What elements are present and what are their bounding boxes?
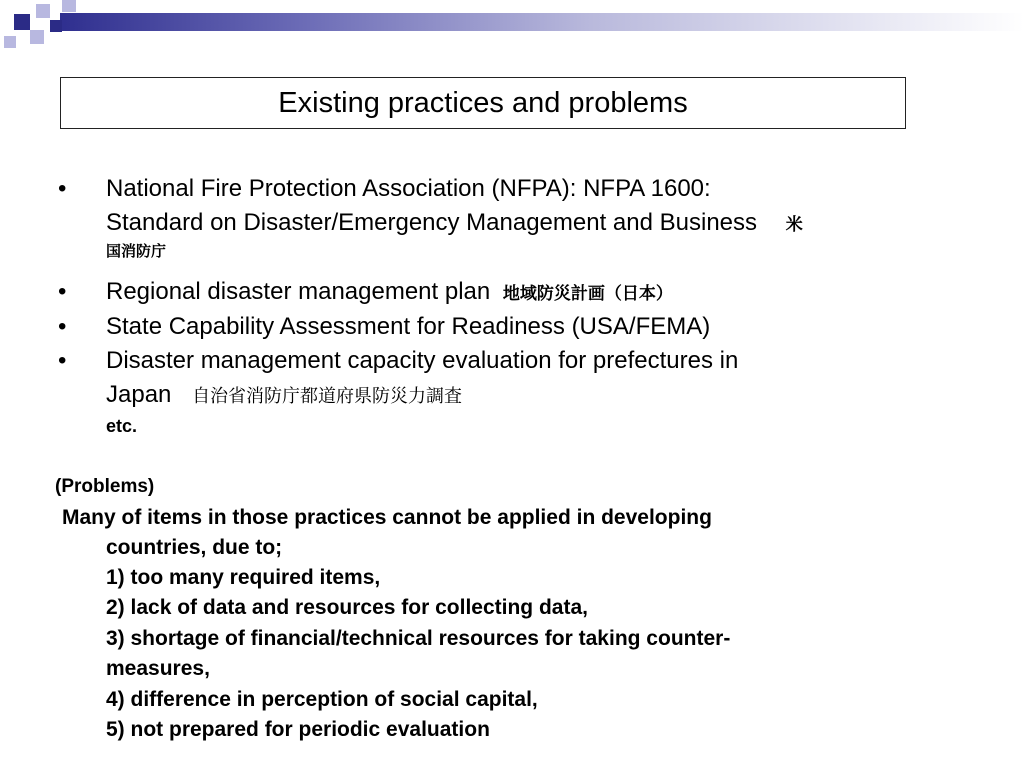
banner-square-icon xyxy=(14,14,30,30)
bullet-japanese-text: 自治省消防庁都道府県防災力調査 xyxy=(192,386,463,407)
problem-item: 4) difference in perception of social capital, xyxy=(106,688,538,711)
bullet-text xyxy=(106,344,916,414)
bullet-symbol: • xyxy=(58,175,67,202)
bullet-japanese-text: 地域防災計画（日本） xyxy=(502,284,673,304)
bullet-line-text: Japan xyxy=(106,381,172,408)
banner-square-icon xyxy=(36,4,50,18)
banner-square-icon xyxy=(4,36,16,48)
problem-item: measures, xyxy=(106,657,210,680)
bullet-line-text: Standard on Disaster/Emergency Management and Business xyxy=(106,209,758,236)
slide-title xyxy=(60,77,906,129)
banner-gradient-bar xyxy=(60,13,1024,31)
bullet-text xyxy=(106,310,916,344)
problems-intro: countries, due to; xyxy=(106,536,283,559)
banner-square-icon xyxy=(62,0,76,12)
banner-square-icon xyxy=(30,30,44,44)
banner-square-icon xyxy=(50,20,62,32)
etc-label: etc. xyxy=(106,416,138,436)
bullet-line: Disaster management capacity evaluation for prefectures in xyxy=(106,347,739,374)
problem-item: 5) not prepared for periodic evaluation xyxy=(106,718,490,741)
bullet-text xyxy=(106,172,916,262)
slide-title-text: Existing practices and problems xyxy=(278,86,688,119)
decorative-banner xyxy=(0,0,1024,48)
bullet-line: National Fire Protection Association (NFPA): NFPA 1600: xyxy=(106,175,711,202)
problem-item: 2) lack of data and resources for collecting data, xyxy=(106,596,588,619)
bullet-symbol: • xyxy=(58,347,67,374)
problems-intro: Many of items in those practices cannot be applied in developing xyxy=(62,506,712,529)
bullet-symbol: • xyxy=(58,278,67,305)
bullet-line xyxy=(106,378,916,414)
bullet-line xyxy=(106,206,916,242)
bullet-japanese-text: 米 xyxy=(785,215,803,235)
bullet-text xyxy=(106,275,916,311)
problem-item: 1) too many required items, xyxy=(106,566,381,589)
bullet-symbol: • xyxy=(58,313,67,340)
problems-heading: (Problems) xyxy=(55,476,155,497)
bullet-line-text: State Capability Assessment for Readiness (USA/FEMA) xyxy=(106,313,711,340)
bullet-japanese-text: 国消防庁 xyxy=(106,242,167,260)
problem-item: 3) shortage of financial/technical resources for taking counter- xyxy=(106,627,731,650)
bullet-line-text: Regional disaster management plan xyxy=(106,278,491,305)
